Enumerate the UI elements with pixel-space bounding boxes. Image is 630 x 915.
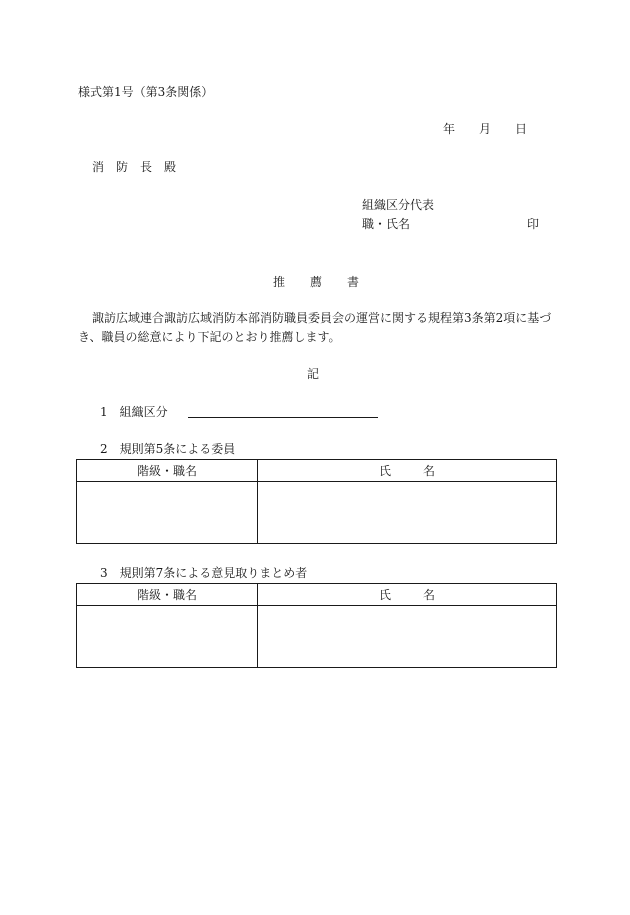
- title-char: 書: [347, 275, 360, 289]
- addressee: 消 防 長 殿: [92, 160, 177, 174]
- org-representative-label: 組織区分代表: [362, 198, 435, 212]
- body-paragraph: 諏訪広域連合諏訪広域消防本部消防職員委員会の運営に関する規程第3条第2項に基づき、職員の総意により下記のとおり推薦します。: [78, 311, 552, 344]
- position-name-label: 職・氏名: [362, 217, 411, 231]
- item-org-category-label: 1 組織区分: [100, 405, 168, 419]
- seal-label: 印: [527, 217, 540, 231]
- name-header: [258, 460, 557, 482]
- document-title: [273, 276, 384, 288]
- name-cell[interactable]: [258, 482, 557, 544]
- date-month-label: 月: [479, 122, 492, 136]
- rank-header: 階級・職名: [77, 584, 258, 606]
- rank-header: 階級・職名: [77, 460, 258, 482]
- org-category-input-line[interactable]: [188, 417, 378, 418]
- rank-cell[interactable]: [77, 482, 258, 544]
- form-number: 様式第1号（第3条関係）: [78, 85, 214, 99]
- name-header-char: 名: [422, 463, 435, 478]
- coordinator-table: [76, 583, 557, 668]
- date-line: [443, 123, 527, 135]
- name-header: [258, 584, 557, 606]
- item-committee-label: 2 規則第5条による委員: [100, 442, 236, 456]
- rank-cell[interactable]: [77, 606, 258, 668]
- committee-table: [76, 459, 557, 544]
- date-year-label: 年: [443, 122, 456, 136]
- name-header-char: 氏: [378, 463, 391, 478]
- ki-heading: 記: [307, 367, 320, 381]
- name-cell[interactable]: [258, 606, 557, 668]
- item-opinion-coordinator-label: 3 規則第7条による意見取りまとめ者: [100, 566, 308, 580]
- title-char: 推: [273, 275, 286, 289]
- date-day-label: 日: [515, 122, 528, 136]
- name-header-char: 名: [422, 587, 435, 602]
- name-header-char: 氏: [378, 587, 391, 602]
- title-char: 薦: [310, 275, 323, 289]
